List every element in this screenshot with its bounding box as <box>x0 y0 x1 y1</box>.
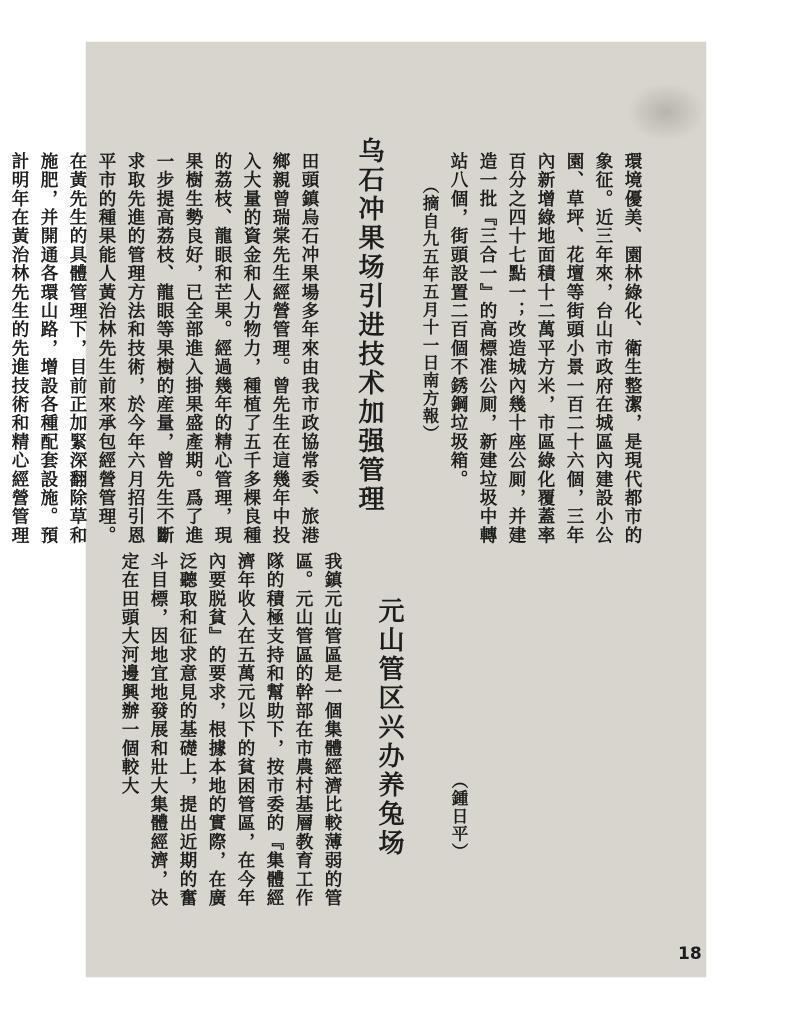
print-smudge <box>626 82 706 142</box>
article-top-body: 環境優美、園林綠化、衛生整潔，是現代都市的象征。近三年來，台山市政府在城區內建設小公園、草坪、花壇等街頭小景一百二十六個，三年內新增綠地面積十二萬平方米，市區綠化覆蓋率百分之四十七點一；改造城內幾十座公厠，并建造一批『三合一』的高標准公厠，新建垃圾中轉站八個，街頭設置二百個不銹鋼垃圾箱。 <box>448 152 642 545</box>
rabbit-article-title: 元山管区兴办养兔场 <box>374 597 404 858</box>
fruit-farm-article-body: 田頭鎮烏石冲果場多年來由我市政協常委、旅港鄉親曾瑞棠先生經營管理。曾先生在這幾年中投入大量的資金和人力物力，種植了五千多棵良種的荔枝、龍眼和芒果。經過幾年的精心管理，現果樹生勢良好，已全部進入掛果盛產期。爲了進一步提高荔枝、龍眼等果樹的産量，曾先生不斷求取先進的管理方法和技術，於今年六月招引恩平市的種果能人黃治林先生前來承包經營管理。在黃先生的具體管理下，目前正加緊深翻除草和施肥，并開通各環山路，增設各種配套設施。預計明年在黃治林先生的先進技術和精心經營管理 <box>9 152 319 545</box>
page-number: 18 <box>678 944 702 964</box>
fruit-farm-byline: （鍾日平） <box>449 772 468 861</box>
fruit-farm-article-title: 乌石冲果场引进技术加强管理 <box>354 137 384 514</box>
rabbit-article-body: 我鎮元山管區是一個集體經濟比較薄弱的管區。元山管區的幹部在市農村基層教育工作隊的積極支持和幫助下，按市委的『集體經濟年收入在五萬元以下的貧困管區，在今年內要脱貧』的要求，根據本地的實際，在廣泛聽取和征求意見的基礎上，提出近期的奮斗目標，因地宜地發展和壯大集體經濟，决定在田頭大河邊興辦一個較大 <box>119 552 342 908</box>
document-page <box>9 42 706 977</box>
article-top-source: （摘自九五年五月十一日南方報） <box>420 177 439 443</box>
